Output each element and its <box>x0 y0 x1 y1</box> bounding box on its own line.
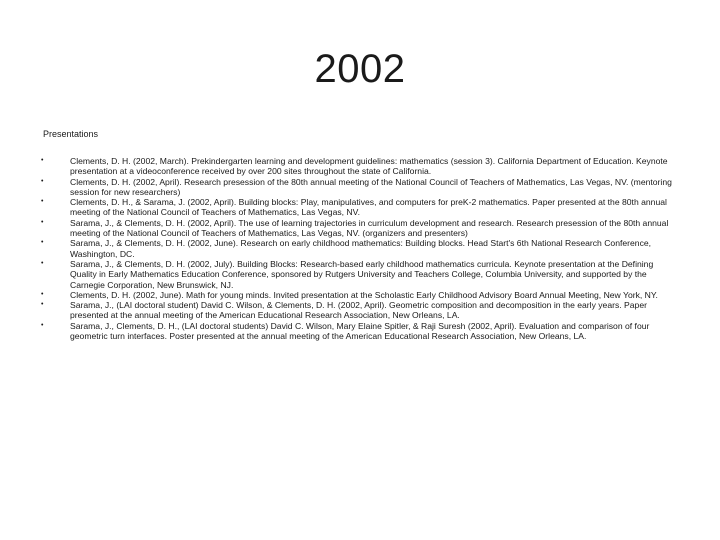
list-item-text: Sarama, J., & Clements, D. H. (2002, April). The use of learning trajectories in curriculum development and research. Research presession of the 80th annual meeting of the National Council of Teachers of Mathematics, Las Vegas, NV. (organizers and presenters) <box>70 217 669 239</box>
bullet-icon: • <box>41 301 44 309</box>
bullet-icon: • <box>41 239 44 247</box>
bullet-icon: • <box>41 198 44 206</box>
presentation-list <box>41 156 681 341</box>
list-item <box>41 300 681 321</box>
list-item <box>41 259 681 290</box>
bullet-icon: • <box>41 218 44 226</box>
list-item-text: Clements, D. H. (2002, March). Prekindergarten learning and development guidelines: mathematics (session 3). California Department of Education. Keynote presentation at a videoconference received by over 200 sites throughout the state of California. <box>70 156 668 177</box>
list-item <box>41 197 681 218</box>
list-item <box>41 177 681 198</box>
bullet-icon: • <box>41 177 44 185</box>
list-item <box>41 156 681 177</box>
bullet-icon: • <box>41 290 44 298</box>
list-item-text: Clements, D. H. (2002, April). Research presession of the 80th annual meeting of the National Council of Teachers of Mathematics, Las Vegas, NV. (mentoring session for new researchers) <box>70 176 672 197</box>
section-heading: Presentations <box>43 129 99 139</box>
slide-title: 2002 <box>314 47 406 91</box>
list-item-text: Clements, D. H., & Sarama, J. (2002, April). Building blocks: Play, manipulatives, and computers for preK-2 mathematics. Paper presented at the 80th annual meeting of the National Council of Teachers of Mathematics, Las Vegas, NV. <box>70 197 667 218</box>
list-item-text: Sarama, J., & Clements, D. H. (2002, July). Building Blocks: Research-based early childhood mathematics curricula. Keynote presentation at the Defining Quality in Early Mathematics Education Conference, sponsored by Rutgers University and Teachers College, Columbia University, and supported by the Carnegie Corporation, New Brunswick, NJ. <box>70 258 654 290</box>
list-item <box>41 290 681 300</box>
list-item-text: Sarama, J., & Clements, D. H. (2002, June). Research on early childhood mathematics: Building blocks. Head Start's 6th National Research Conference, Washington, DC. <box>70 238 652 259</box>
list-item-text: Sarama, J., Clements, D. H., (LAI doctoral students) David C. Wilson, Mary Elaine Spitler, & Raji Suresh (2002, April). Evaluation and comparison of four geometric turn interfaces. Poster presented at the annual meeting of the American Educational Research Association, New Orleans, LA. <box>70 320 650 342</box>
list-item <box>41 218 681 239</box>
list-item-text: Clements, D. H. (2002, June). Math for young minds. Invited presentation at the Scholastic Early Childhood Advisory Board Annual Meeting, New York, NY. <box>70 289 658 300</box>
bullet-icon: • <box>41 259 44 267</box>
bullet-icon: • <box>41 157 44 164</box>
list-item <box>41 321 681 342</box>
bullet-icon: • <box>41 321 44 329</box>
list-item <box>41 238 681 259</box>
list-item-text: Sarama, J., (LAI doctoral student) David C. Wilson, & Clements, D. H. (2002, April). Geometric composition and decomposition in the early years. Paper presented at the annual meeting of the American Educational Research Association, New Orleans, LA. <box>70 300 647 321</box>
